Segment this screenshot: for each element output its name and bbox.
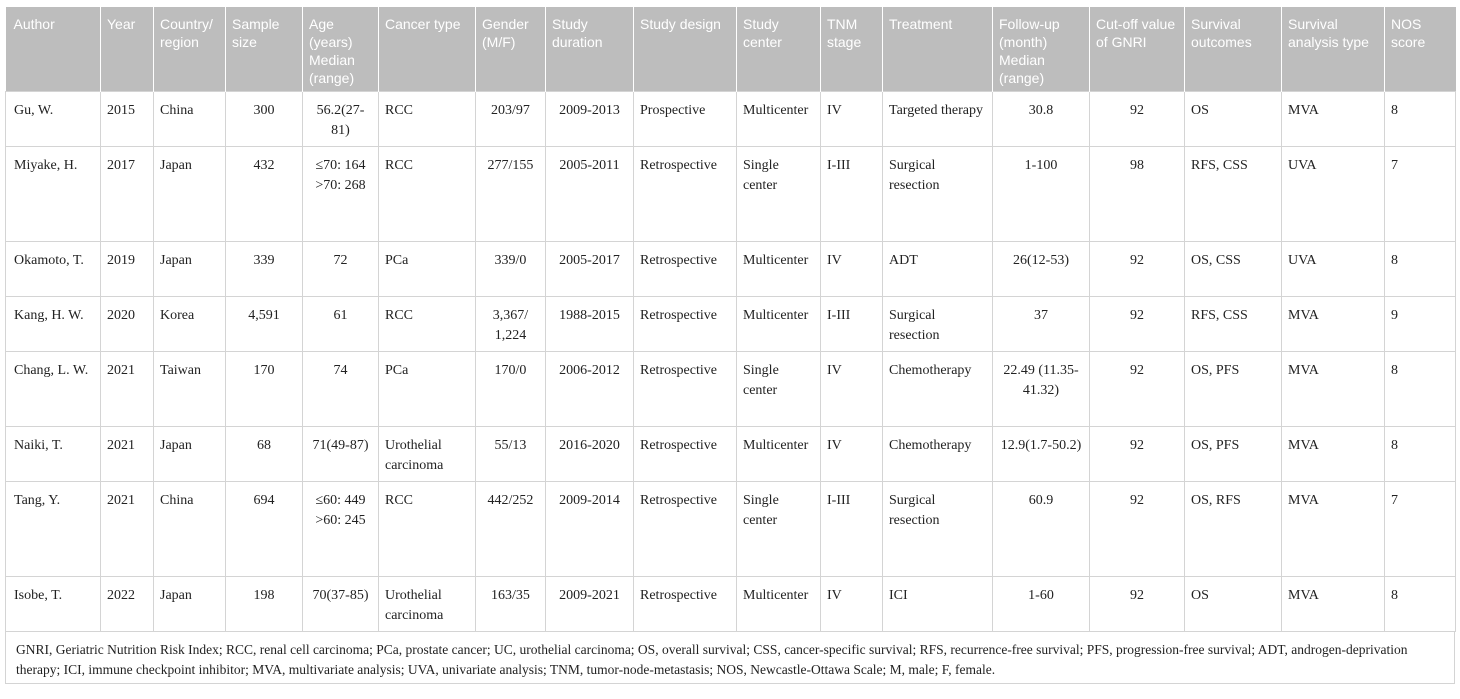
cell-tnm-stage: IV	[821, 91, 883, 146]
cell-sample-size: 4,591	[226, 296, 303, 351]
column-header-treatment: Treatment	[883, 7, 993, 91]
cell-cancer-type: RCC	[379, 481, 476, 576]
cell-treatment: Surgical resection	[883, 146, 993, 241]
cell-author: Okamoto, T.	[6, 241, 101, 296]
cell-survival-outcomes: RFS, CSS	[1185, 296, 1282, 351]
cell-survival-analysis-type: MVA	[1282, 296, 1385, 351]
table-row	[6, 241, 1456, 296]
cell-treatment: Targeted therapy	[883, 91, 993, 146]
cell-survival-outcomes: OS, CSS	[1185, 241, 1282, 296]
cell-study-design: Retrospective	[634, 241, 737, 296]
cell-sample-size: 68	[226, 426, 303, 481]
cell-nos-score: 7	[1385, 481, 1456, 576]
cell-cancer-type: Urothelial carcinoma	[379, 426, 476, 481]
column-header-nos-score: NOS score	[1385, 7, 1456, 91]
cell-study-center: Multicenter	[737, 91, 821, 146]
cell-gender: 339/0	[476, 241, 546, 296]
cell-follow-up: 1-100	[993, 146, 1090, 241]
column-header-survival-outcomes: Survival outcomes	[1185, 7, 1282, 91]
cell-age: ≤60: 449 >60: 245	[303, 481, 379, 576]
column-header-study-duration: Study duration	[546, 7, 634, 91]
cell-cancer-type: RCC	[379, 296, 476, 351]
cell-study-duration: 2005-2011	[546, 146, 634, 241]
cell-cancer-type: RCC	[379, 91, 476, 146]
cell-study-center: Multicenter	[737, 576, 821, 631]
cell-study-design: Retrospective	[634, 481, 737, 576]
column-header-year: Year	[101, 7, 154, 91]
cell-survival-outcomes: OS	[1185, 91, 1282, 146]
cell-tnm-stage: I-III	[821, 146, 883, 241]
cell-survival-analysis-type: MVA	[1282, 351, 1385, 426]
column-header-sample-size: Sample size	[226, 7, 303, 91]
cell-nos-score: 9	[1385, 296, 1456, 351]
cell-age: 56.2(27-81)	[303, 91, 379, 146]
cell-tnm-stage: I-III	[821, 296, 883, 351]
cell-survival-outcomes: OS, RFS	[1185, 481, 1282, 576]
cell-survival-outcomes: OS	[1185, 576, 1282, 631]
cell-survival-analysis-type: MVA	[1282, 426, 1385, 481]
cell-follow-up: 26(12-53)	[993, 241, 1090, 296]
cell-nos-score: 8	[1385, 91, 1456, 146]
cell-study-design: Retrospective	[634, 146, 737, 241]
cell-tnm-stage: IV	[821, 576, 883, 631]
cell-cutoff-gnri: 92	[1090, 241, 1185, 296]
cell-gender: 55/13	[476, 426, 546, 481]
cell-author: Kang, H. W.	[6, 296, 101, 351]
cell-age: ≤70: 164 >70: 268	[303, 146, 379, 241]
cell-tnm-stage: I-III	[821, 481, 883, 576]
cell-year: 2021	[101, 351, 154, 426]
cell-cutoff-gnri: 92	[1090, 576, 1185, 631]
table-row	[6, 351, 1456, 426]
cell-country: Korea	[154, 296, 226, 351]
cell-study-design: Retrospective	[634, 351, 737, 426]
cell-cancer-type: Urothelial carcinoma	[379, 576, 476, 631]
cell-country: China	[154, 481, 226, 576]
cell-study-center: Single center	[737, 146, 821, 241]
cell-country: Japan	[154, 576, 226, 631]
cell-age: 74	[303, 351, 379, 426]
cell-nos-score: 8	[1385, 426, 1456, 481]
cell-year: 2017	[101, 146, 154, 241]
cell-sample-size: 198	[226, 576, 303, 631]
cell-study-duration: 1988-2015	[546, 296, 634, 351]
cell-gender: 277/155	[476, 146, 546, 241]
cell-cutoff-gnri: 92	[1090, 91, 1185, 146]
cell-cutoff-gnri: 92	[1090, 426, 1185, 481]
column-header-cutoff-gnri: Cut-off value of GNRI	[1090, 7, 1185, 91]
cell-age: 61	[303, 296, 379, 351]
cell-survival-analysis-type: UVA	[1282, 241, 1385, 296]
cell-treatment: ICI	[883, 576, 993, 631]
cell-year: 2021	[101, 481, 154, 576]
cell-follow-up: 22.49 (11.35-41.32)	[993, 351, 1090, 426]
cell-gender: 163/35	[476, 576, 546, 631]
cell-cutoff-gnri: 92	[1090, 296, 1185, 351]
cell-study-design: Prospective	[634, 91, 737, 146]
cell-study-center: Multicenter	[737, 241, 821, 296]
cell-treatment: ADT	[883, 241, 993, 296]
cell-treatment: Surgical resection	[883, 481, 993, 576]
cell-cancer-type: PCa	[379, 241, 476, 296]
cell-survival-analysis-type: MVA	[1282, 576, 1385, 631]
cell-sample-size: 339	[226, 241, 303, 296]
column-header-survival-analysis-type: Survival analysis type	[1282, 7, 1385, 91]
table-body	[6, 91, 1456, 631]
cell-year: 2015	[101, 91, 154, 146]
cell-author: Chang, L. W.	[6, 351, 101, 426]
cell-country: Taiwan	[154, 351, 226, 426]
table-row	[6, 576, 1456, 631]
column-header-age: Age (years) Median (range)	[303, 7, 379, 91]
cell-country: Japan	[154, 146, 226, 241]
cell-study-duration: 2006-2012	[546, 351, 634, 426]
table-row	[6, 296, 1456, 351]
cell-follow-up: 60.9	[993, 481, 1090, 576]
cell-follow-up: 1-60	[993, 576, 1090, 631]
cell-survival-analysis-type: UVA	[1282, 146, 1385, 241]
cell-tnm-stage: IV	[821, 426, 883, 481]
cell-country: Japan	[154, 426, 226, 481]
cell-gender: 170/0	[476, 351, 546, 426]
table-row	[6, 146, 1456, 241]
table-row	[6, 426, 1456, 481]
cell-treatment: Chemotherapy	[883, 351, 993, 426]
study-characteristics-table	[5, 7, 1456, 632]
cell-study-center: Multicenter	[737, 296, 821, 351]
column-header-gender: Gender (M/F)	[476, 7, 546, 91]
table-row	[6, 481, 1456, 576]
cell-study-center: Multicenter	[737, 426, 821, 481]
column-header-cancer-type: Cancer type	[379, 7, 476, 91]
cell-year: 2022	[101, 576, 154, 631]
cell-cutoff-gnri: 98	[1090, 146, 1185, 241]
cell-survival-outcomes: OS, PFS	[1185, 426, 1282, 481]
column-header-author: Author	[6, 7, 101, 91]
cell-country: China	[154, 91, 226, 146]
cell-age: 71(49-87)	[303, 426, 379, 481]
cell-year: 2021	[101, 426, 154, 481]
column-header-study-center: Study center	[737, 7, 821, 91]
cell-author: Gu, W.	[6, 91, 101, 146]
cell-nos-score: 8	[1385, 576, 1456, 631]
cell-gender: 203/97	[476, 91, 546, 146]
column-header-follow-up: Follow-up (month) Median (range)	[993, 7, 1090, 91]
cell-treatment: Surgical resection	[883, 296, 993, 351]
cell-age: 72	[303, 241, 379, 296]
cell-survival-analysis-type: MVA	[1282, 91, 1385, 146]
cell-follow-up: 12.9(1.7-50.2)	[993, 426, 1090, 481]
cell-author: Tang, Y.	[6, 481, 101, 576]
cell-study-design: Retrospective	[634, 576, 737, 631]
cell-nos-score: 8	[1385, 351, 1456, 426]
cell-age: 70(37-85)	[303, 576, 379, 631]
cell-study-duration: 2009-2021	[546, 576, 634, 631]
cell-cancer-type: RCC	[379, 146, 476, 241]
cell-study-duration: 2009-2013	[546, 91, 634, 146]
study-characteristics-table-container	[5, 7, 1455, 684]
cell-study-duration: 2005-2017	[546, 241, 634, 296]
cell-sample-size: 170	[226, 351, 303, 426]
cell-sample-size: 300	[226, 91, 303, 146]
cell-study-duration: 2009-2014	[546, 481, 634, 576]
cell-author: Naiki, T.	[6, 426, 101, 481]
cell-author: Isobe, T.	[6, 576, 101, 631]
cell-gender: 442/252	[476, 481, 546, 576]
column-header-country: Country/ region	[154, 7, 226, 91]
cell-survival-outcomes: RFS, CSS	[1185, 146, 1282, 241]
cell-study-design: Retrospective	[634, 426, 737, 481]
cell-cutoff-gnri: 92	[1090, 481, 1185, 576]
cell-study-center: Single center	[737, 351, 821, 426]
cell-follow-up: 37	[993, 296, 1090, 351]
cell-nos-score: 8	[1385, 241, 1456, 296]
cell-author: Miyake, H.	[6, 146, 101, 241]
cell-cutoff-gnri: 92	[1090, 351, 1185, 426]
cell-sample-size: 432	[226, 146, 303, 241]
cell-nos-score: 7	[1385, 146, 1456, 241]
cell-study-duration: 2016-2020	[546, 426, 634, 481]
cell-survival-analysis-type: MVA	[1282, 481, 1385, 576]
cell-country: Japan	[154, 241, 226, 296]
cell-treatment: Chemotherapy	[883, 426, 993, 481]
cell-survival-outcomes: OS, PFS	[1185, 351, 1282, 426]
cell-study-design: Retrospective	[634, 296, 737, 351]
table-row	[6, 91, 1456, 146]
cell-cancer-type: PCa	[379, 351, 476, 426]
table-header	[6, 7, 1456, 91]
cell-gender: 3,367/ 1,224	[476, 296, 546, 351]
cell-year: 2020	[101, 296, 154, 351]
column-header-tnm-stage: TNM stage	[821, 7, 883, 91]
cell-tnm-stage: IV	[821, 351, 883, 426]
cell-tnm-stage: IV	[821, 241, 883, 296]
column-header-study-design: Study design	[634, 7, 737, 91]
header-row	[6, 7, 1456, 91]
cell-year: 2019	[101, 241, 154, 296]
cell-follow-up: 30.8	[993, 91, 1090, 146]
table-footnote: GNRI, Geriatric Nutrition Risk Index; RCC, renal cell carcinoma; PCa, prostate cancer; UC, urothelial carcinoma; OS, overall survival; CSS, cancer-specific survival; RFS, recurrence-free survival; PFS, progression-free survival; ADT, androgen-deprivation therapy; ICI, immune checkpoint inhibitor; MVA, multivariate analysis; UVA, univariate analysis; TNM, tumor-node-metastasis; NOS, Newcastle-Ottawa Scale; M, male; F, female.	[5, 632, 1455, 684]
cell-sample-size: 694	[226, 481, 303, 576]
cell-study-center: Single center	[737, 481, 821, 576]
